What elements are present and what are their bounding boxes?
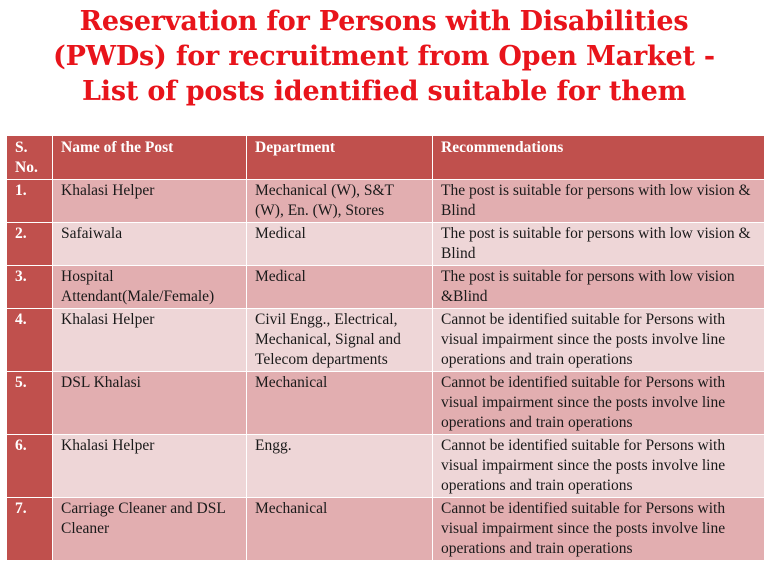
header-sno: S. No. — [7, 136, 53, 180]
row-post: Hospital Attendant(Male/Female) — [53, 266, 247, 309]
table-row — [7, 498, 765, 561]
slide-title — [0, 4, 768, 109]
row-post: Carriage Cleaner and DSL Cleaner — [53, 498, 247, 561]
table-row — [7, 309, 765, 372]
header-department: Department — [247, 136, 433, 180]
table-row — [7, 223, 765, 266]
row-recommendation: Cannot be identified suitable for Persons with visual impairment since the posts involve line operations and train operations — [433, 309, 765, 372]
table-row — [7, 180, 765, 223]
row-post: DSL Khalasi — [53, 372, 247, 435]
row-department: Engg. — [247, 435, 433, 498]
header-recommendations: Recommendations — [433, 136, 765, 180]
row-department: Medical — [247, 266, 433, 309]
row-department: Mechanical (W), S&T (W), En. (W), Stores — [247, 180, 433, 223]
row-sno: 5. — [7, 372, 53, 435]
row-recommendation: Cannot be identified suitable for Persons with visual impairment since the posts involve line operations and train operations — [433, 372, 765, 435]
title-line-1: Reservation for Persons with Disabilities — [79, 6, 689, 37]
row-post: Khalasi Helper — [53, 180, 247, 223]
table-row — [7, 435, 765, 498]
row-department: Medical — [247, 223, 433, 266]
row-post: Khalasi Helper — [53, 435, 247, 498]
row-recommendation: The post is suitable for persons with low vision & Blind — [433, 180, 765, 223]
row-sno: 1. — [7, 180, 53, 223]
row-recommendation: The post is suitable for persons with low vision & Blind — [433, 223, 765, 266]
row-department: Mechanical — [247, 498, 433, 561]
row-recommendation: The post is suitable for persons with low vision &Blind — [433, 266, 765, 309]
row-post: Khalasi Helper — [53, 309, 247, 372]
table-row — [7, 372, 765, 435]
row-sno: 7. — [7, 498, 53, 561]
title-line-3: List of posts identified suitable for them — [82, 76, 686, 107]
header-post: Name of the Post — [53, 136, 247, 180]
row-department: Civil Engg., Electrical, Mechanical, Signal and Telecom departments — [247, 309, 433, 372]
table-row — [7, 266, 765, 309]
table-header-row — [7, 136, 765, 180]
row-department: Mechanical — [247, 372, 433, 435]
row-sno: 4. — [7, 309, 53, 372]
row-post: Safaiwala — [53, 223, 247, 266]
row-recommendation: Cannot be identified suitable for Persons with visual impairment since the posts involve line operations and train operations — [433, 498, 765, 561]
row-recommendation: Cannot be identified suitable for Persons with visual impairment since the posts involve line operations and train operations — [433, 435, 765, 498]
title-line-2: (PWDs) for recruitment from Open Market - — [53, 41, 715, 72]
row-sno: 2. — [7, 223, 53, 266]
posts-table — [6, 135, 765, 561]
row-sno: 6. — [7, 435, 53, 498]
row-sno: 3. — [7, 266, 53, 309]
